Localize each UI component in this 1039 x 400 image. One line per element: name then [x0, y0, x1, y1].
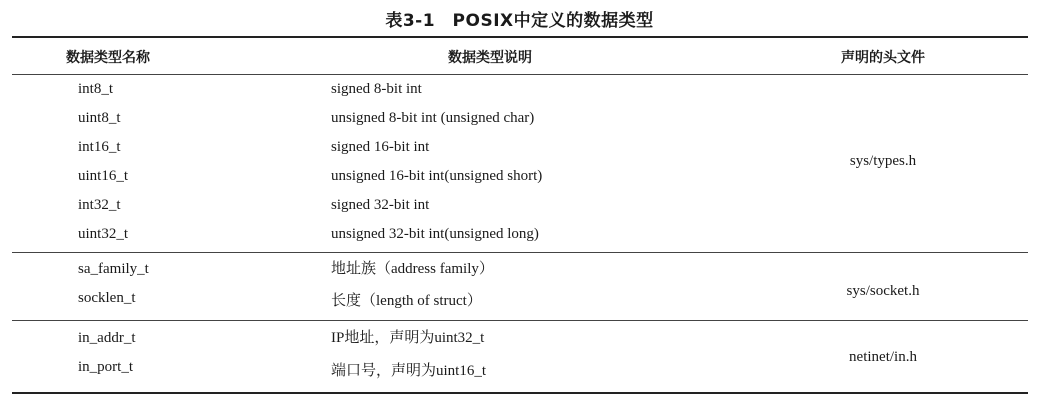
type-name-cell: uint8_t [78, 110, 121, 126]
table-top-rule [12, 36, 1028, 38]
type-description-cell: signed 32-bit int [331, 197, 430, 213]
group-divider [12, 252, 1028, 253]
header-file-cell: netinet/in.h [849, 349, 917, 365]
column-header-description: 数据类型说明 [448, 50, 532, 66]
type-name-cell: uint16_t [78, 168, 129, 184]
type-description-cell: signed 8-bit int [331, 81, 422, 97]
table-caption: 表3-1 POSIX中定义的数据类型 [385, 11, 654, 31]
group-divider [12, 320, 1028, 321]
type-name-cell: int16_t [78, 139, 121, 155]
column-header-type-name: 数据类型名称 [66, 50, 150, 66]
type-description-cell: unsigned 8-bit int (unsigned char) [331, 110, 535, 126]
header-file-cell: sys/types.h [849, 153, 917, 169]
header-divider [12, 74, 1028, 75]
type-description-cell: unsigned 32-bit int(unsigned long) [331, 226, 539, 242]
type-description-cell: IP地址，声明为uint32_t [331, 330, 485, 346]
type-description-cell: 地址族（address family） [331, 261, 494, 277]
type-name-cell: int8_t [78, 81, 114, 97]
type-description-cell: 端口号，声明为uint16_t [331, 363, 487, 379]
type-name-cell: sa_family_t [78, 261, 149, 277]
type-description-cell: signed 16-bit int [331, 139, 430, 155]
type-name-cell: uint32_t [78, 226, 129, 242]
table-bottom-rule [12, 392, 1028, 394]
type-name-cell: in_addr_t [78, 330, 136, 346]
type-name-cell: socklen_t [78, 290, 136, 306]
header-file-cell: sys/socket.h [846, 283, 920, 299]
column-header-header-file: 声明的头文件 [841, 50, 925, 66]
type-description-cell: 长度（length of struct） [331, 293, 482, 309]
type-name-cell: int32_t [78, 197, 121, 213]
type-description-cell: unsigned 16-bit int(unsigned short) [331, 168, 543, 184]
type-name-cell: in_port_t [78, 359, 133, 375]
